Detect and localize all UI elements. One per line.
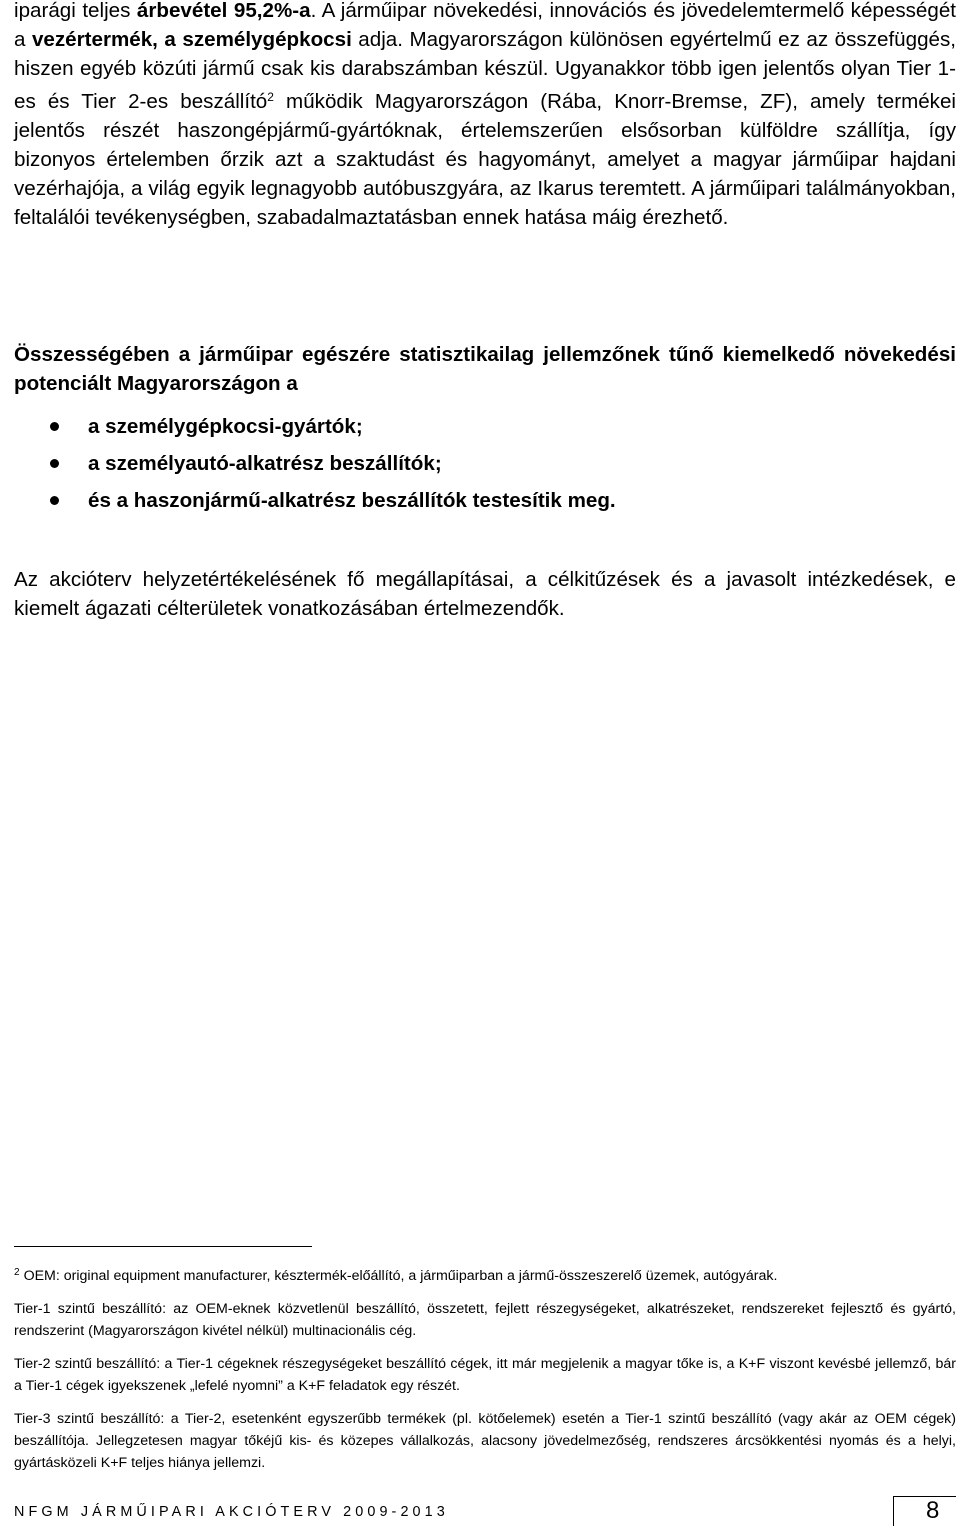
footnote-tier3: Tier-3 szintű beszállító: a Tier-2, esetenként egyszerűbb termékek (pl. kötőelemek) esetén a Tier-1 szintű beszállító (vagy akár az OEM cégek) beszállítója. Jellegzetesen magyar tőkéjű kis- és közepes vállalkozás, alacsony jövedelmezőség, rendszeres árcsökkentési nyomás és a helyi, gyártásközeli K+F teljes hiánya jellemzi. — [14, 1411, 956, 1471]
bold-text: vezértermék, a személygépkocsi — [31, 28, 352, 51]
footnote-reference[interactable]: 2 — [267, 90, 274, 104]
paragraph-action-plan: Az akcióterv helyzetértékelésének fő megállapításai, a célkitűzések és a javasolt intézkedések, e kiemelt ágazati célterületek vonatkozásában értelmezendők. — [14, 568, 956, 620]
footnote-oem — [14, 1262, 956, 1287]
text-span: adja. Magyarországon különösen egyértelmű ez az összefüggés, hiszen egyéb közúti jármű csak kis darabszámban készül. Ugyanakkor több igen jelentős olyan Tier 1-es és Tier 2-es beszállító — [14, 28, 956, 113]
paragraph-summary-heading — [14, 340, 956, 398]
bold-text: árbevétel 95,2%-a — [136, 0, 311, 22]
footnote-tier1: Tier-1 szintű beszállító: az OEM-eknek közvetlenül beszállító, összetett, fejlett részegységeket, alkatrészeket, rendszereket fejlesztő és gyártó, rendszerint (Magyarországon kivétel nélkül) multinacionális cég. — [14, 1301, 956, 1339]
text-span: működik Magyarországon (Rába, Knorr-Bremse, ZF), amely termékei jelentős részét haszongépjármű-gyártóknak, értelemszerűen elsősorban külföldre szállítja, így bizonyos értelemben őrzik azt a szaktudást és hagyományt, amelyet a magyar járműipar hajdani vezérhajója, a világ egyik legnagyobb autóbuszgyára, az Ikarus teremtett. A járműipari találmányokban, feltalálói tevékenységben, szabadalmaztatásban ennek hatása máig érezhető. — [14, 90, 956, 229]
footnote-separator — [14, 1246, 312, 1247]
bullet-icon — [50, 496, 59, 505]
bullet-list — [14, 408, 956, 519]
footnote-marker: 2 — [14, 1267, 20, 1278]
list-item — [14, 445, 956, 482]
page-footer — [14, 1496, 956, 1526]
footer-divider — [893, 1496, 894, 1526]
page-number: 8 — [926, 1497, 940, 1524]
bullet-icon — [50, 422, 59, 431]
bullet-icon — [50, 459, 59, 468]
list-item — [14, 408, 956, 445]
text-span: . A járműipar növekedési, innovációs és jövedelemtermelő képességét a — [14, 0, 956, 51]
paragraph-vehicle-industry — [14, 0, 956, 232]
footer-title: NFGM JÁRMŰIPARI AKCIÓTERV 2009-2013 — [14, 1504, 449, 1520]
list-item-label: a személygépkocsi-gyártók; — [88, 415, 363, 438]
text-span: iparági teljes — [14, 0, 137, 22]
footnote-text: OEM: original equipment manufacturer, késztermék-előállító, a járműiparban a jármű-összeszerelő üzemek, autógyárak. — [23, 1268, 778, 1284]
footer-rule — [893, 1496, 956, 1497]
list-item-label: és a haszonjármű-alkatrész beszállítók testesítik meg. — [88, 489, 616, 512]
bold-heading: Összességében a járműipar egészére statisztikailag jellemzőnek tűnő kiemelkedő növekedési potenciált Magyarországon a — [14, 343, 956, 395]
list-item-label: a személyautó-alkatrész beszállítók; — [88, 452, 442, 475]
footnote-tier2: Tier-2 szintű beszállító: a Tier-1 cégeknek részegységeket beszállító cégek, itt már megjelenik a magyar tőke is, a K+F viszont kevésbé jellemző, bár a Tier-1 cégek igyekszenek „lefelé nyomni” a K+F feladatok egy részét. — [14, 1356, 956, 1394]
footnotes — [14, 1262, 956, 1485]
list-item — [14, 482, 956, 519]
